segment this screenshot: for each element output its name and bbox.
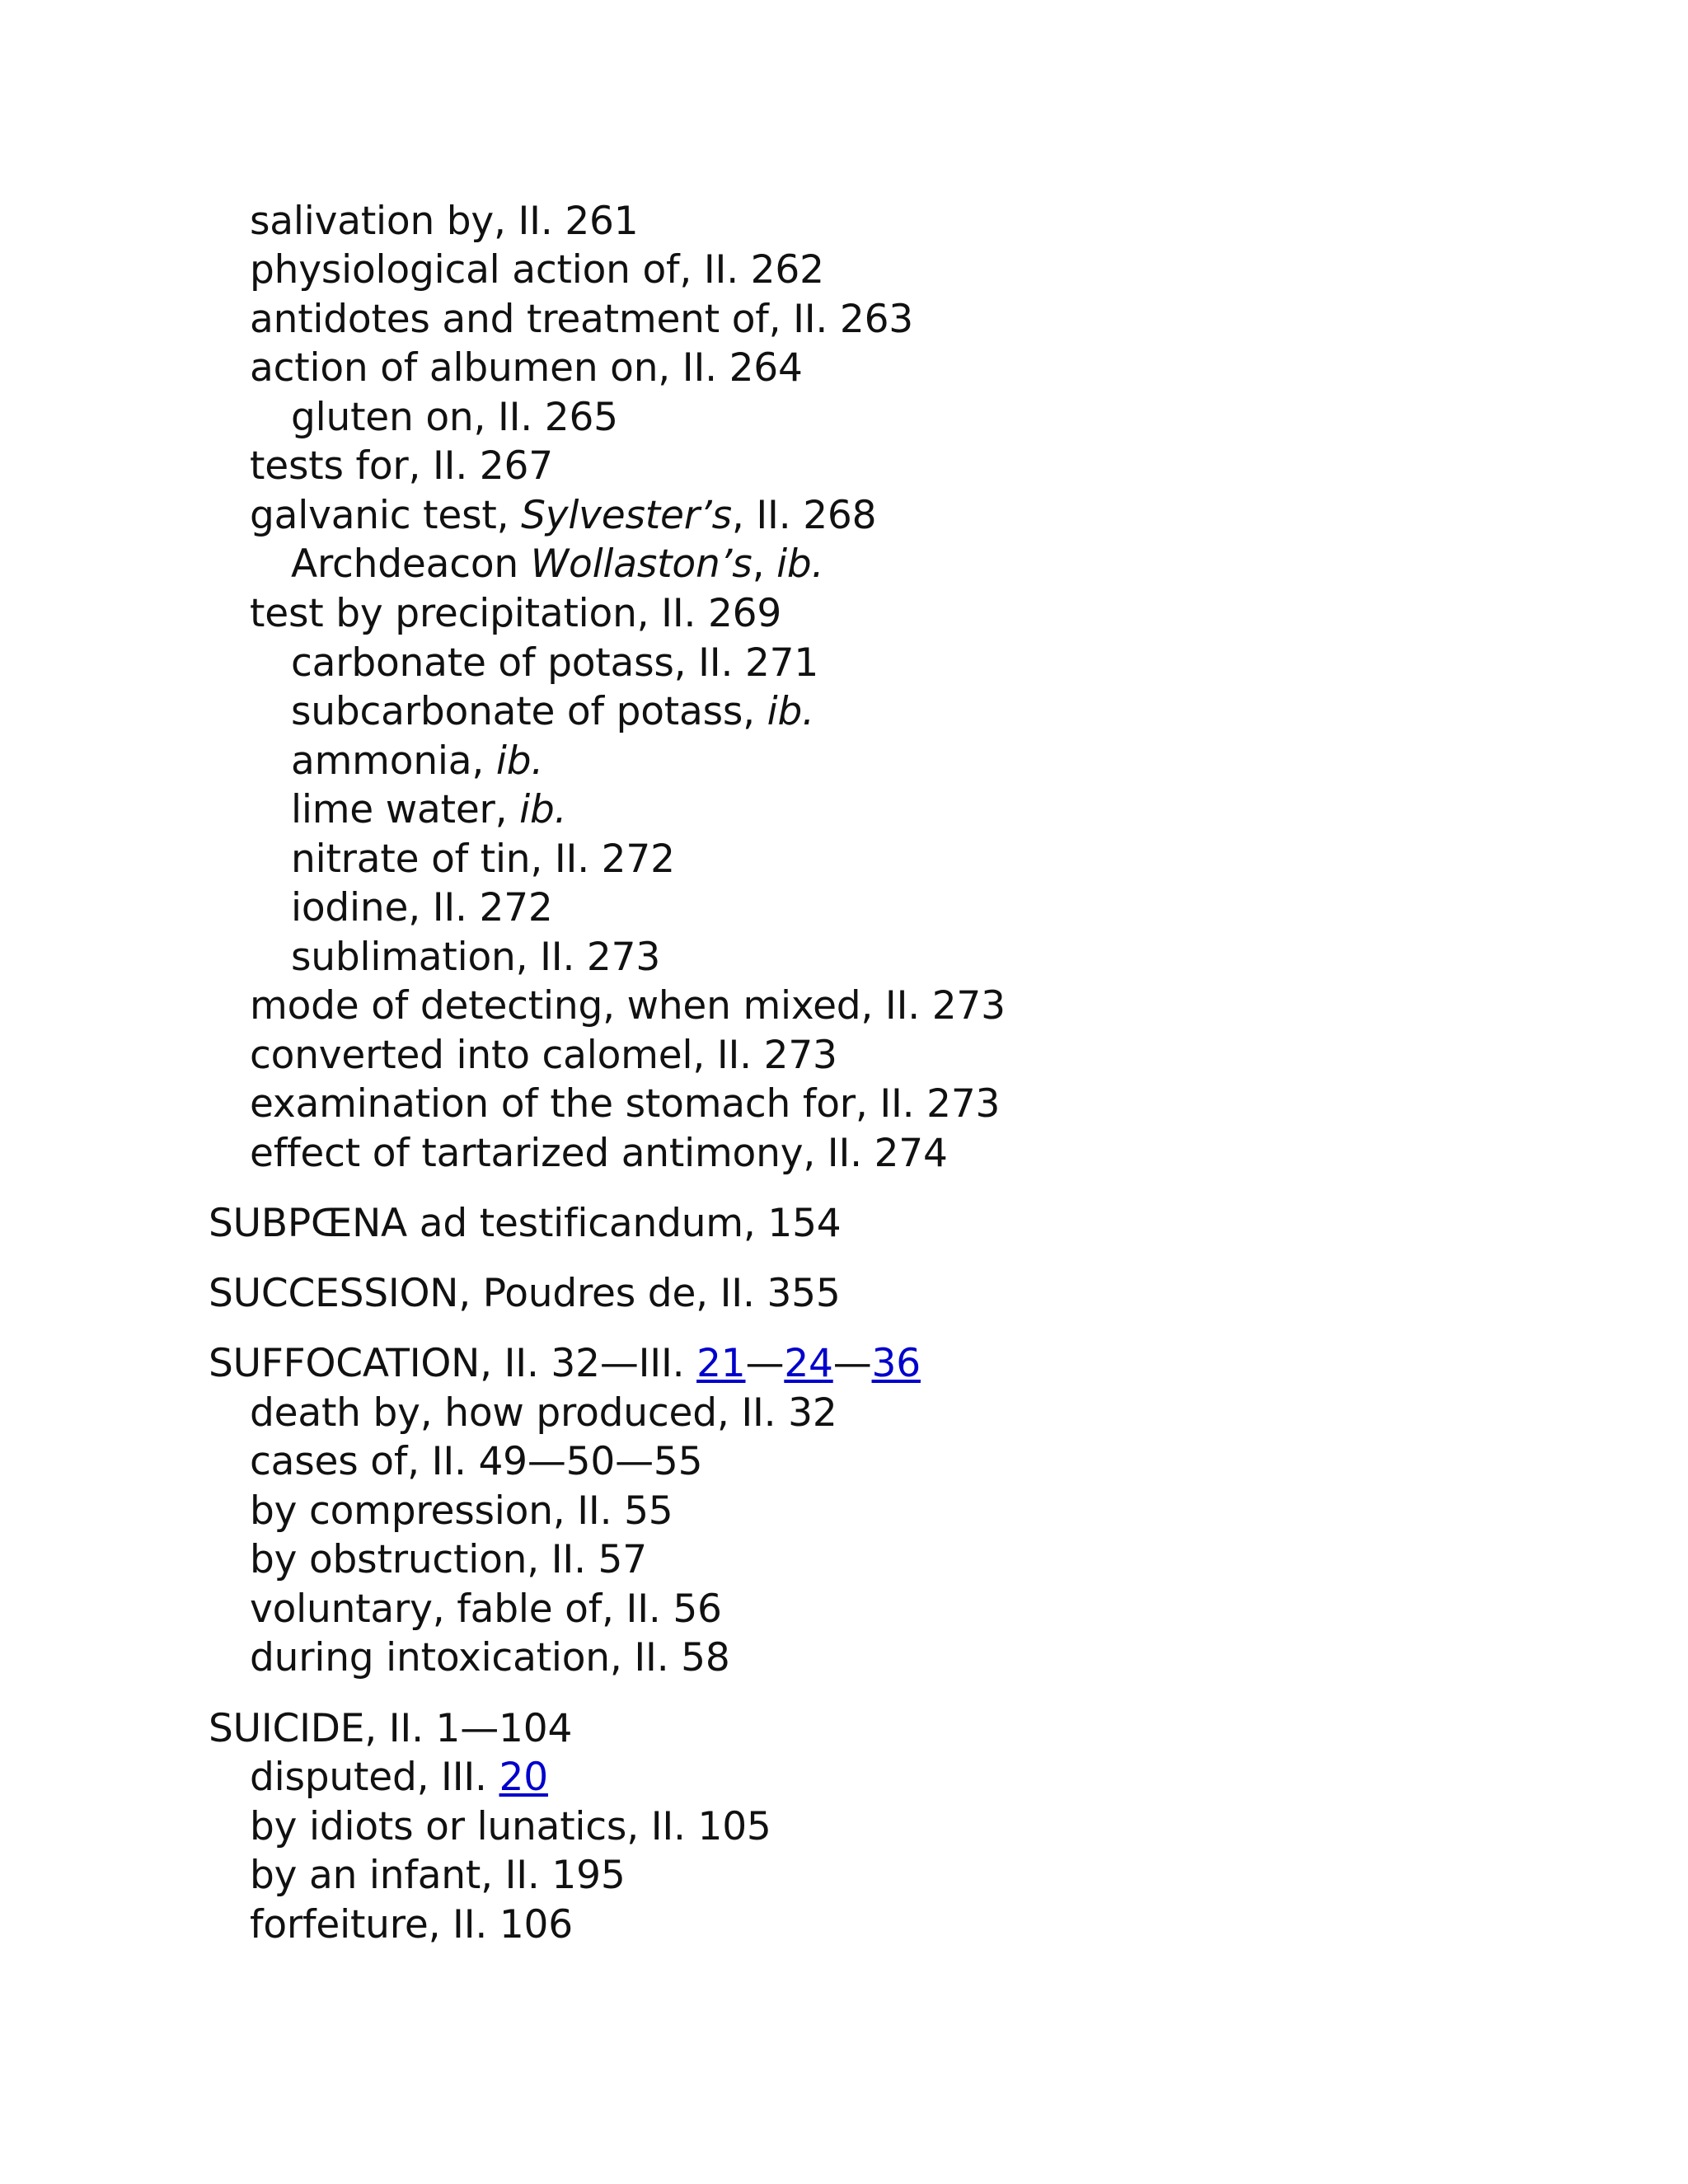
- index-subentry: iodine, II. 272: [291, 885, 553, 930]
- index-heading-suffocation: [209, 1339, 921, 1389]
- index-heading-succession: SUCCESSION, Poudres de, II. 355: [209, 1271, 841, 1316]
- index-entry: by obstruction, II. 57: [250, 1537, 647, 1582]
- index-entry: voluntary, fable of, II. 56: [250, 1586, 722, 1632]
- page-link-21[interactable]: 21: [696, 1341, 746, 1386]
- entry-text: ammonia,: [291, 738, 496, 784]
- index-entry: converted into calomel, II. 273: [250, 1033, 837, 1078]
- entry-name-italic: Sylvester’s: [521, 493, 732, 538]
- heading-text: SUFFOCATION, II. 32—III.: [209, 1341, 697, 1386]
- index-heading-suicide: SUICIDE, II. 1—104: [209, 1706, 573, 1751]
- entry-text: , II. 268: [731, 493, 877, 538]
- ibid-italic: ib.: [495, 738, 544, 784]
- index-entry: test by precipitation, II. 269: [250, 591, 782, 636]
- index-subentry: sublimation, II. 273: [291, 935, 661, 980]
- index-entry: effect of tartarized antimony, II. 274: [250, 1131, 948, 1176]
- index-subentry: [291, 687, 814, 737]
- index-entry: by idiots or lunatics, II. 105: [250, 1804, 771, 1849]
- index-entry: during intoxication, II. 58: [250, 1635, 730, 1680]
- index-subentry: nitrate of tin, II. 272: [291, 837, 675, 882]
- index-entry: forfeiture, II. 106: [250, 1902, 573, 1947]
- index-entry: antidotes and treatment of, II. 263: [250, 297, 914, 342]
- index-subentry-wollaston: [291, 540, 823, 589]
- index-entry-galvanic-test: [250, 491, 876, 541]
- index-entry: tests for, II. 267: [250, 443, 553, 489]
- page-link-24[interactable]: 24: [784, 1341, 833, 1386]
- index-entry: action of albumen on, II. 264: [250, 345, 803, 391]
- index-entry: death by, how produced, II. 32: [250, 1390, 837, 1436]
- entry-name-italic: Wollaston’s: [530, 541, 753, 587]
- index-entry: by compression, II. 55: [250, 1488, 673, 1534]
- em-dash: —: [745, 1341, 785, 1386]
- ibid-italic: ib.: [776, 541, 824, 587]
- entry-text: subcarbonate of potass,: [291, 689, 767, 734]
- entry-text: galvanic test,: [250, 493, 522, 538]
- ibid-italic: ib.: [767, 689, 814, 734]
- ibid-italic: ib.: [519, 787, 567, 832]
- index-entry: physiological action of, II. 262: [250, 247, 824, 293]
- index-entry: by an infant, II. 195: [250, 1853, 626, 1898]
- index-entry: mode of detecting, when mixed, II. 273: [250, 983, 1006, 1029]
- index-subentry: gluten on, II. 265: [291, 395, 618, 440]
- page-link-20[interactable]: 20: [499, 1755, 548, 1800]
- index-subentry: [291, 785, 566, 835]
- index-subentry: [291, 737, 543, 786]
- entry-text: Archdeacon: [291, 541, 531, 587]
- index-subentry: carbonate of potass, II. 271: [291, 640, 819, 686]
- index-entry: salivation by, II. 261: [250, 199, 639, 244]
- entry-text: lime water,: [291, 787, 520, 832]
- em-dash: —: [832, 1341, 872, 1386]
- entry-text: disputed, III.: [250, 1755, 499, 1800]
- entry-text: ,: [752, 541, 777, 587]
- page-link-36[interactable]: 36: [871, 1341, 921, 1386]
- index-entry: examination of the stomach for, II. 273: [250, 1081, 1001, 1127]
- index-heading-subpoena: SUBPŒNA ad testificandum, 154: [209, 1201, 842, 1246]
- index-entry-disputed: [250, 1753, 548, 1802]
- index-entry: cases of, II. 49—50—55: [250, 1439, 703, 1484]
